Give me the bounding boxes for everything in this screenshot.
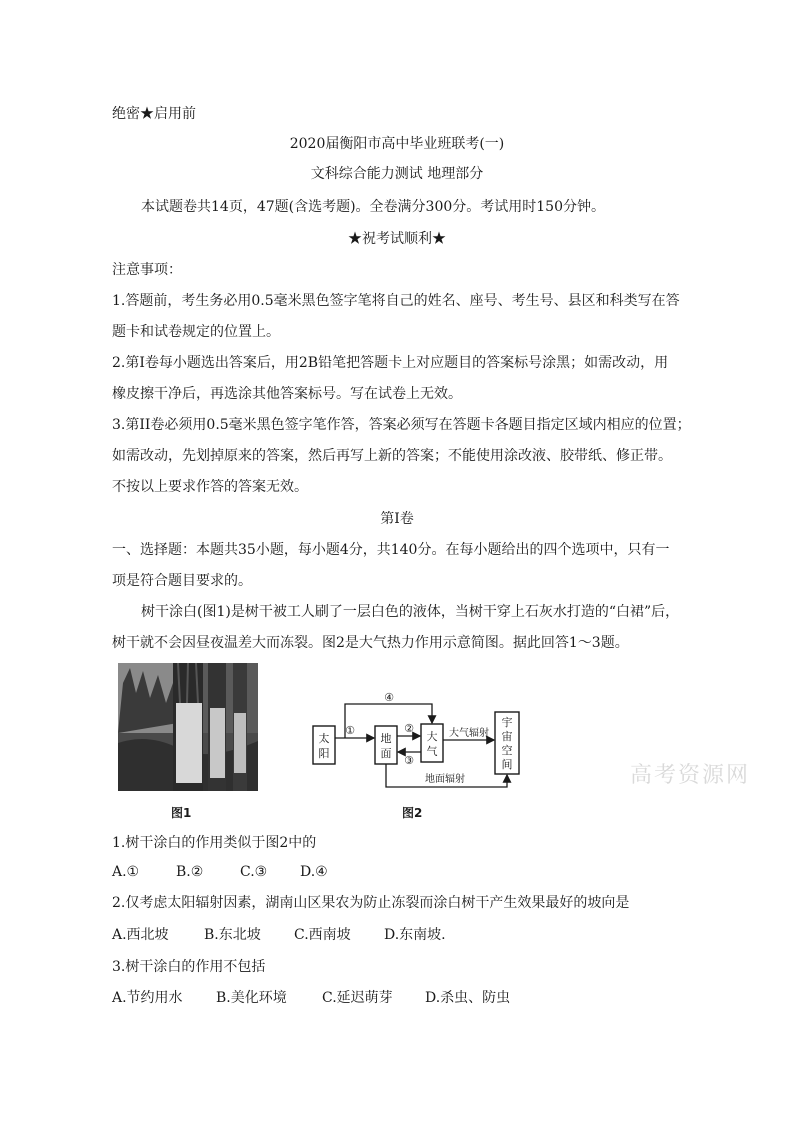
exam-info: 本试题卷共14页，47题(含选考题)。全卷满分300分。考试用时150分钟。 xyxy=(141,199,605,215)
arrow-4-label: ④ xyxy=(384,691,394,704)
sun-label-1: 太 xyxy=(318,732,330,745)
section-intro-line: 项是符合题目要求的。 xyxy=(112,573,252,589)
space-label-2: 宙 xyxy=(501,730,513,743)
figure-1-caption: 图1 xyxy=(171,806,192,820)
arrow-3-label: ③ xyxy=(404,754,414,767)
option: B.东北坡 xyxy=(204,927,261,943)
exam-title: 2020届衡阳市高中毕业班联考(一) xyxy=(289,136,505,152)
arrow-2-label: ② xyxy=(404,722,414,735)
note-line: 3.第II卷必须用0.5毫米黑色签字笔作答，答案必须写在答题卡各题目指定区域内相应的位置； xyxy=(112,417,691,433)
space-label-1: 宇 xyxy=(501,716,513,729)
tree-trunk-photo xyxy=(118,663,258,791)
watermark: 高考资源网 xyxy=(630,763,751,788)
ground-label-1: 地 xyxy=(380,732,392,745)
question-stem: 2.仅考虑太阳辐射因素，湖南山区果农为防止冻裂而涂白树干产生效果最好的坡向是 xyxy=(112,895,630,911)
space-label-4: 间 xyxy=(501,758,513,771)
note-line: 橡皮擦干净后，再选涂其他答案标号。写在试卷上无效。 xyxy=(112,386,462,402)
option: B.美化环境 xyxy=(216,990,287,1006)
space-label-3: 空 xyxy=(501,744,513,757)
atmo-radiation-label: 大气辐射 xyxy=(449,728,489,739)
note-line: 2.第Ⅰ卷每小题选出答案后，用2B铅笔把答题卡上对应题目的答案标号涂黑；如需改动，用 xyxy=(112,355,669,371)
material-line: 树干就不会因昼夜温差大而冻裂。图2是大气热力作用示意简图。据此回答1～3题。 xyxy=(112,635,629,651)
note-line: 题卡和试卷规定的位置上。 xyxy=(112,324,280,340)
notes-heading: 注意事项： xyxy=(112,262,182,278)
note-line: 如需改动，先划掉原来的答案，然后再写上新的答案；不能使用涂改液、胶带纸、修正带。 xyxy=(112,448,672,464)
exam-subtitle: 文科综合能力测试 地理部分 xyxy=(310,166,484,182)
option: D.东南坡. xyxy=(384,927,446,943)
note-line: 1.答题前，考生务必用0.5毫米黑色签字笔将自己的姓名、座号、考生号、县区和科类写在答 xyxy=(112,293,680,309)
option: C.西南坡 xyxy=(294,927,351,943)
sun-label-2: 阳 xyxy=(318,747,330,760)
question-stem: 1.树干涂白的作用类似于图2中的 xyxy=(112,835,317,851)
section-intro-line: 一、选择题：本题共35小题，每小题4分，共140分。在每小题给出的四个选项中，只有一 xyxy=(112,542,670,558)
material-line: 树干涂白(图1)是树干被工人刷了一层白色的液体，当树干穿上石灰水打造的“白裙”后， xyxy=(141,604,680,620)
option: A.节约用水 xyxy=(112,990,183,1006)
atmo-label-2: 气 xyxy=(426,745,438,758)
note-line: 不按以上要求作答的答案无效。 xyxy=(112,479,308,495)
atmosphere-heat-diagram xyxy=(305,690,535,798)
option: B.② xyxy=(176,864,204,880)
ground-radiation-label: 地面辐射 xyxy=(425,774,465,785)
option: A.西北坡 xyxy=(112,927,169,943)
question-stem: 3.树干涂白的作用不包括 xyxy=(112,959,266,975)
option: C.③ xyxy=(240,864,268,880)
option: C.延迟萌芽 xyxy=(322,990,393,1006)
volume-heading: 第Ⅰ卷 xyxy=(380,511,414,527)
atmo-label-1: 大 xyxy=(426,730,438,743)
option: A.① xyxy=(112,864,140,880)
ground-label-2: 面 xyxy=(380,747,392,760)
secret-label: 绝密★启用前 xyxy=(112,106,196,122)
option: D.④ xyxy=(300,864,328,880)
good-luck-line: ★祝考试顺利★ xyxy=(348,231,446,247)
figure-2-caption: 图2 xyxy=(402,806,423,820)
arrow-1-label: ① xyxy=(345,724,355,737)
option: D.杀虫、防虫 xyxy=(425,990,511,1006)
